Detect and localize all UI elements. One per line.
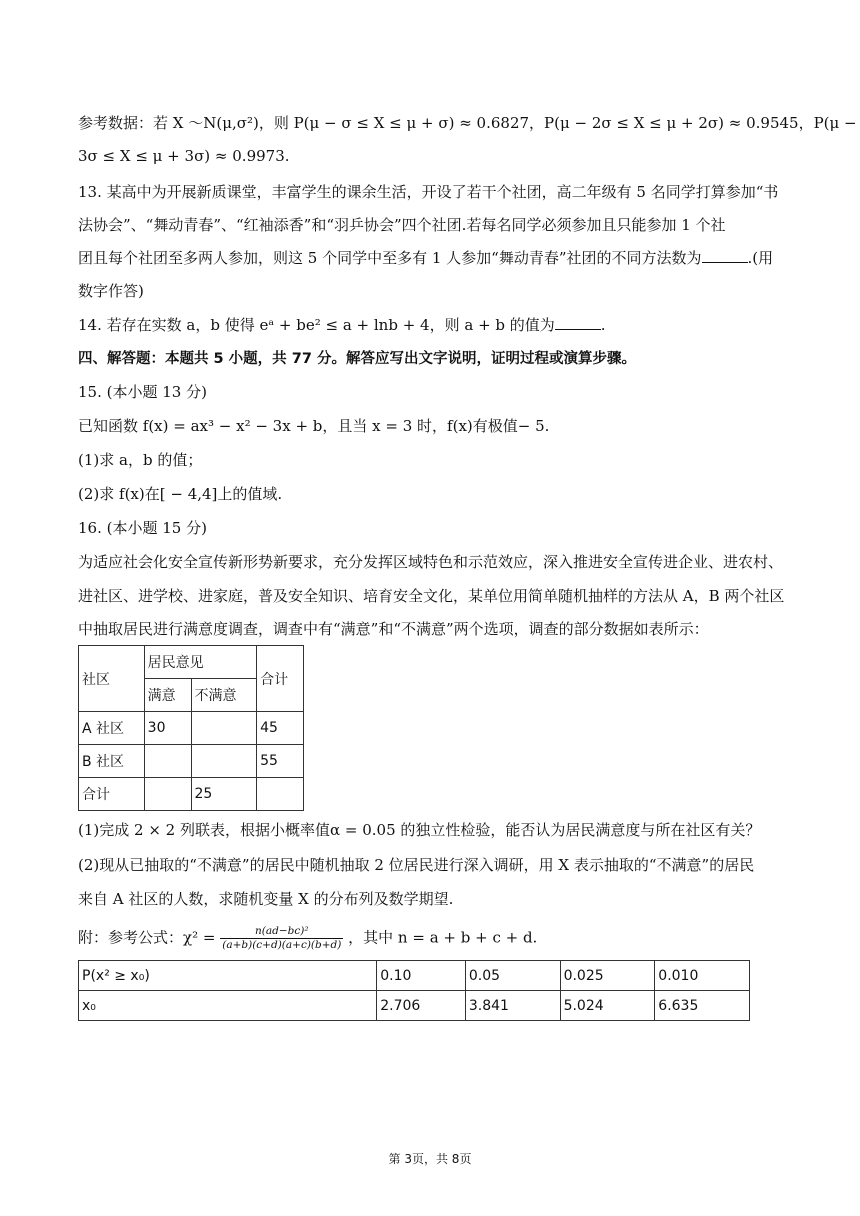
q15-header: 15. (本小题 13 分): [78, 383, 207, 401]
q15-part-1: (1)求 a，b 的值；: [78, 451, 203, 469]
q13-line-3-suffix: .(用: [747, 249, 774, 267]
q16-stem-line-2: 进社区、进学校、进家庭，普及安全知识、培育安全文化，某单位用简单随机抽样的方法从 A，B 两个社区: [78, 587, 785, 605]
q16-stem-line-3: 中抽取居民进行满意度调查，调查中有“满意”和“不满意”两个选项，调查的部分数据如表所示：: [78, 620, 709, 638]
q16-part-2-line-2: 来自 A 社区的人数，求随机变量 X 的分布列及数学期望.: [78, 890, 454, 908]
cell-unsatisfied: 25: [191, 778, 257, 811]
cell-unsatisfied: [191, 712, 257, 745]
header-resident-opinion: 居民意见: [144, 646, 256, 679]
critical-value-cell: 2.706: [377, 991, 466, 1021]
row-label: B 社区: [79, 745, 145, 778]
row-label: 合计: [79, 778, 145, 811]
header-community: 社区: [79, 646, 145, 712]
chi-square-reference-table: [78, 960, 750, 1021]
cell-total: 55: [257, 745, 304, 778]
section-4-heading: 四、解答题：本题共 5 小题，共 77 分。解答应写出文字说明，证明过程或演算步骤。: [78, 351, 636, 367]
q13-line-2: 法协会”、“舞动青春”、“红袖添香”和“羽乒协会”四个社团.若每名同学必须参加且只能参加 1 个社: [78, 216, 726, 234]
cell-satisfied: 30: [144, 712, 191, 745]
cell-satisfied: [144, 745, 191, 778]
page-footer: 第 3页，共 8页: [388, 1152, 472, 1166]
q14-line: [78, 315, 606, 335]
reference-data-line-2: 3σ ≤ X ≤ μ + 3σ) ≈ 0.9973.: [78, 147, 290, 165]
q13-line-3-text: 团且每个社团至多两人参加，则这 5 个同学中至多有 1 人参加“舞动青春”社团的不同方法数为: [78, 249, 702, 267]
critical-value-cell: 3.841: [465, 991, 560, 1021]
formula-denominator: (a+b)(c+d)(a+c)(b+d): [222, 939, 342, 951]
q16-part-2-line-1: (2)现从已抽取的“不满意”的居民中随机抽取 2 位居民进行深入调研，用 X 表示抽取的“不满意”的居民: [78, 856, 755, 874]
cell-satisfied: [144, 778, 191, 811]
header-total: 合计: [257, 646, 304, 712]
formula-fraction: [220, 925, 343, 952]
row-label: A 社区: [79, 712, 145, 745]
q13-line-3: [78, 248, 773, 268]
formula-numerator: n(ad−bc)²: [220, 925, 343, 939]
critical-value-cell: 5.024: [560, 991, 655, 1021]
q14-text: 14. 若存在实数 a，b 使得 eᵃ + be² ≤ a + lnb + 4，则 a + b 的值为: [78, 316, 555, 334]
table-row: [79, 961, 750, 991]
p-value-cell: 0.10: [377, 961, 466, 991]
critical-value-cell: 6.635: [655, 991, 750, 1021]
formula-prefix: 附：参考公式：χ² =: [78, 928, 216, 947]
row-label-probability: P(x² ≥ x₀): [79, 961, 377, 991]
q16-stem-line-1: 为适应社会化安全宣传新形势新要求，充分发挥区域特色和示范效应，深入推进安全宣传进企业、进农村、: [78, 553, 784, 571]
q15-stem: 已知函数 f(x) = ax³ − x² − 3x + b，且当 x = 3 时，f(x)有极值− 5.: [78, 417, 550, 435]
header-satisfied: 满意: [144, 679, 191, 712]
reference-data-line-1: 参考数据：若 X ～N(μ,σ²)，则 P(μ − σ ≤ X ≤ μ + σ) ≈ 0.6827，P(μ − 2σ ≤ X ≤ μ + 2σ) ≈ 0.9545，P(μ −: [78, 114, 857, 132]
cell-total: [257, 778, 304, 811]
cell-total: 45: [257, 712, 304, 745]
cell-unsatisfied: [191, 745, 257, 778]
p-value-cell: 0.05: [465, 961, 560, 991]
q16-header: 16. (本小题 15 分): [78, 519, 207, 537]
table-row: [79, 745, 304, 778]
table-row: [79, 991, 750, 1021]
table-row: [79, 712, 304, 745]
formula-suffix: ，其中 n = a + b + c + d.: [348, 928, 538, 947]
q14-answer-blank: [555, 315, 601, 330]
q13-line-4: 数字作答): [78, 282, 144, 300]
table-row: [79, 778, 304, 811]
p-value-cell: 0.010: [655, 961, 750, 991]
q16-part-1: (1)完成 2 × 2 列联表，根据小概率值α = 0.05 的独立性检验，能否认为居民满意度与所在社区有关？: [78, 821, 761, 839]
p-value-cell: 0.025: [560, 961, 655, 991]
row-label-critical-value: x₀: [79, 991, 377, 1021]
q13-answer-blank: [702, 248, 748, 263]
header-unsatisfied: 不满意: [191, 679, 257, 712]
q13-line-1: 13. 某高中为开展新质课堂，丰富学生的课余生活，开设了若干个社团，高二年级有 5 名同学打算参加“书: [78, 183, 779, 201]
q15-part-2: (2)求 f(x)在[ − 4,4]上的值域.: [78, 485, 283, 503]
reference-formula: [78, 925, 537, 952]
q14-suffix: .: [600, 316, 606, 334]
contingency-table: [78, 645, 304, 811]
